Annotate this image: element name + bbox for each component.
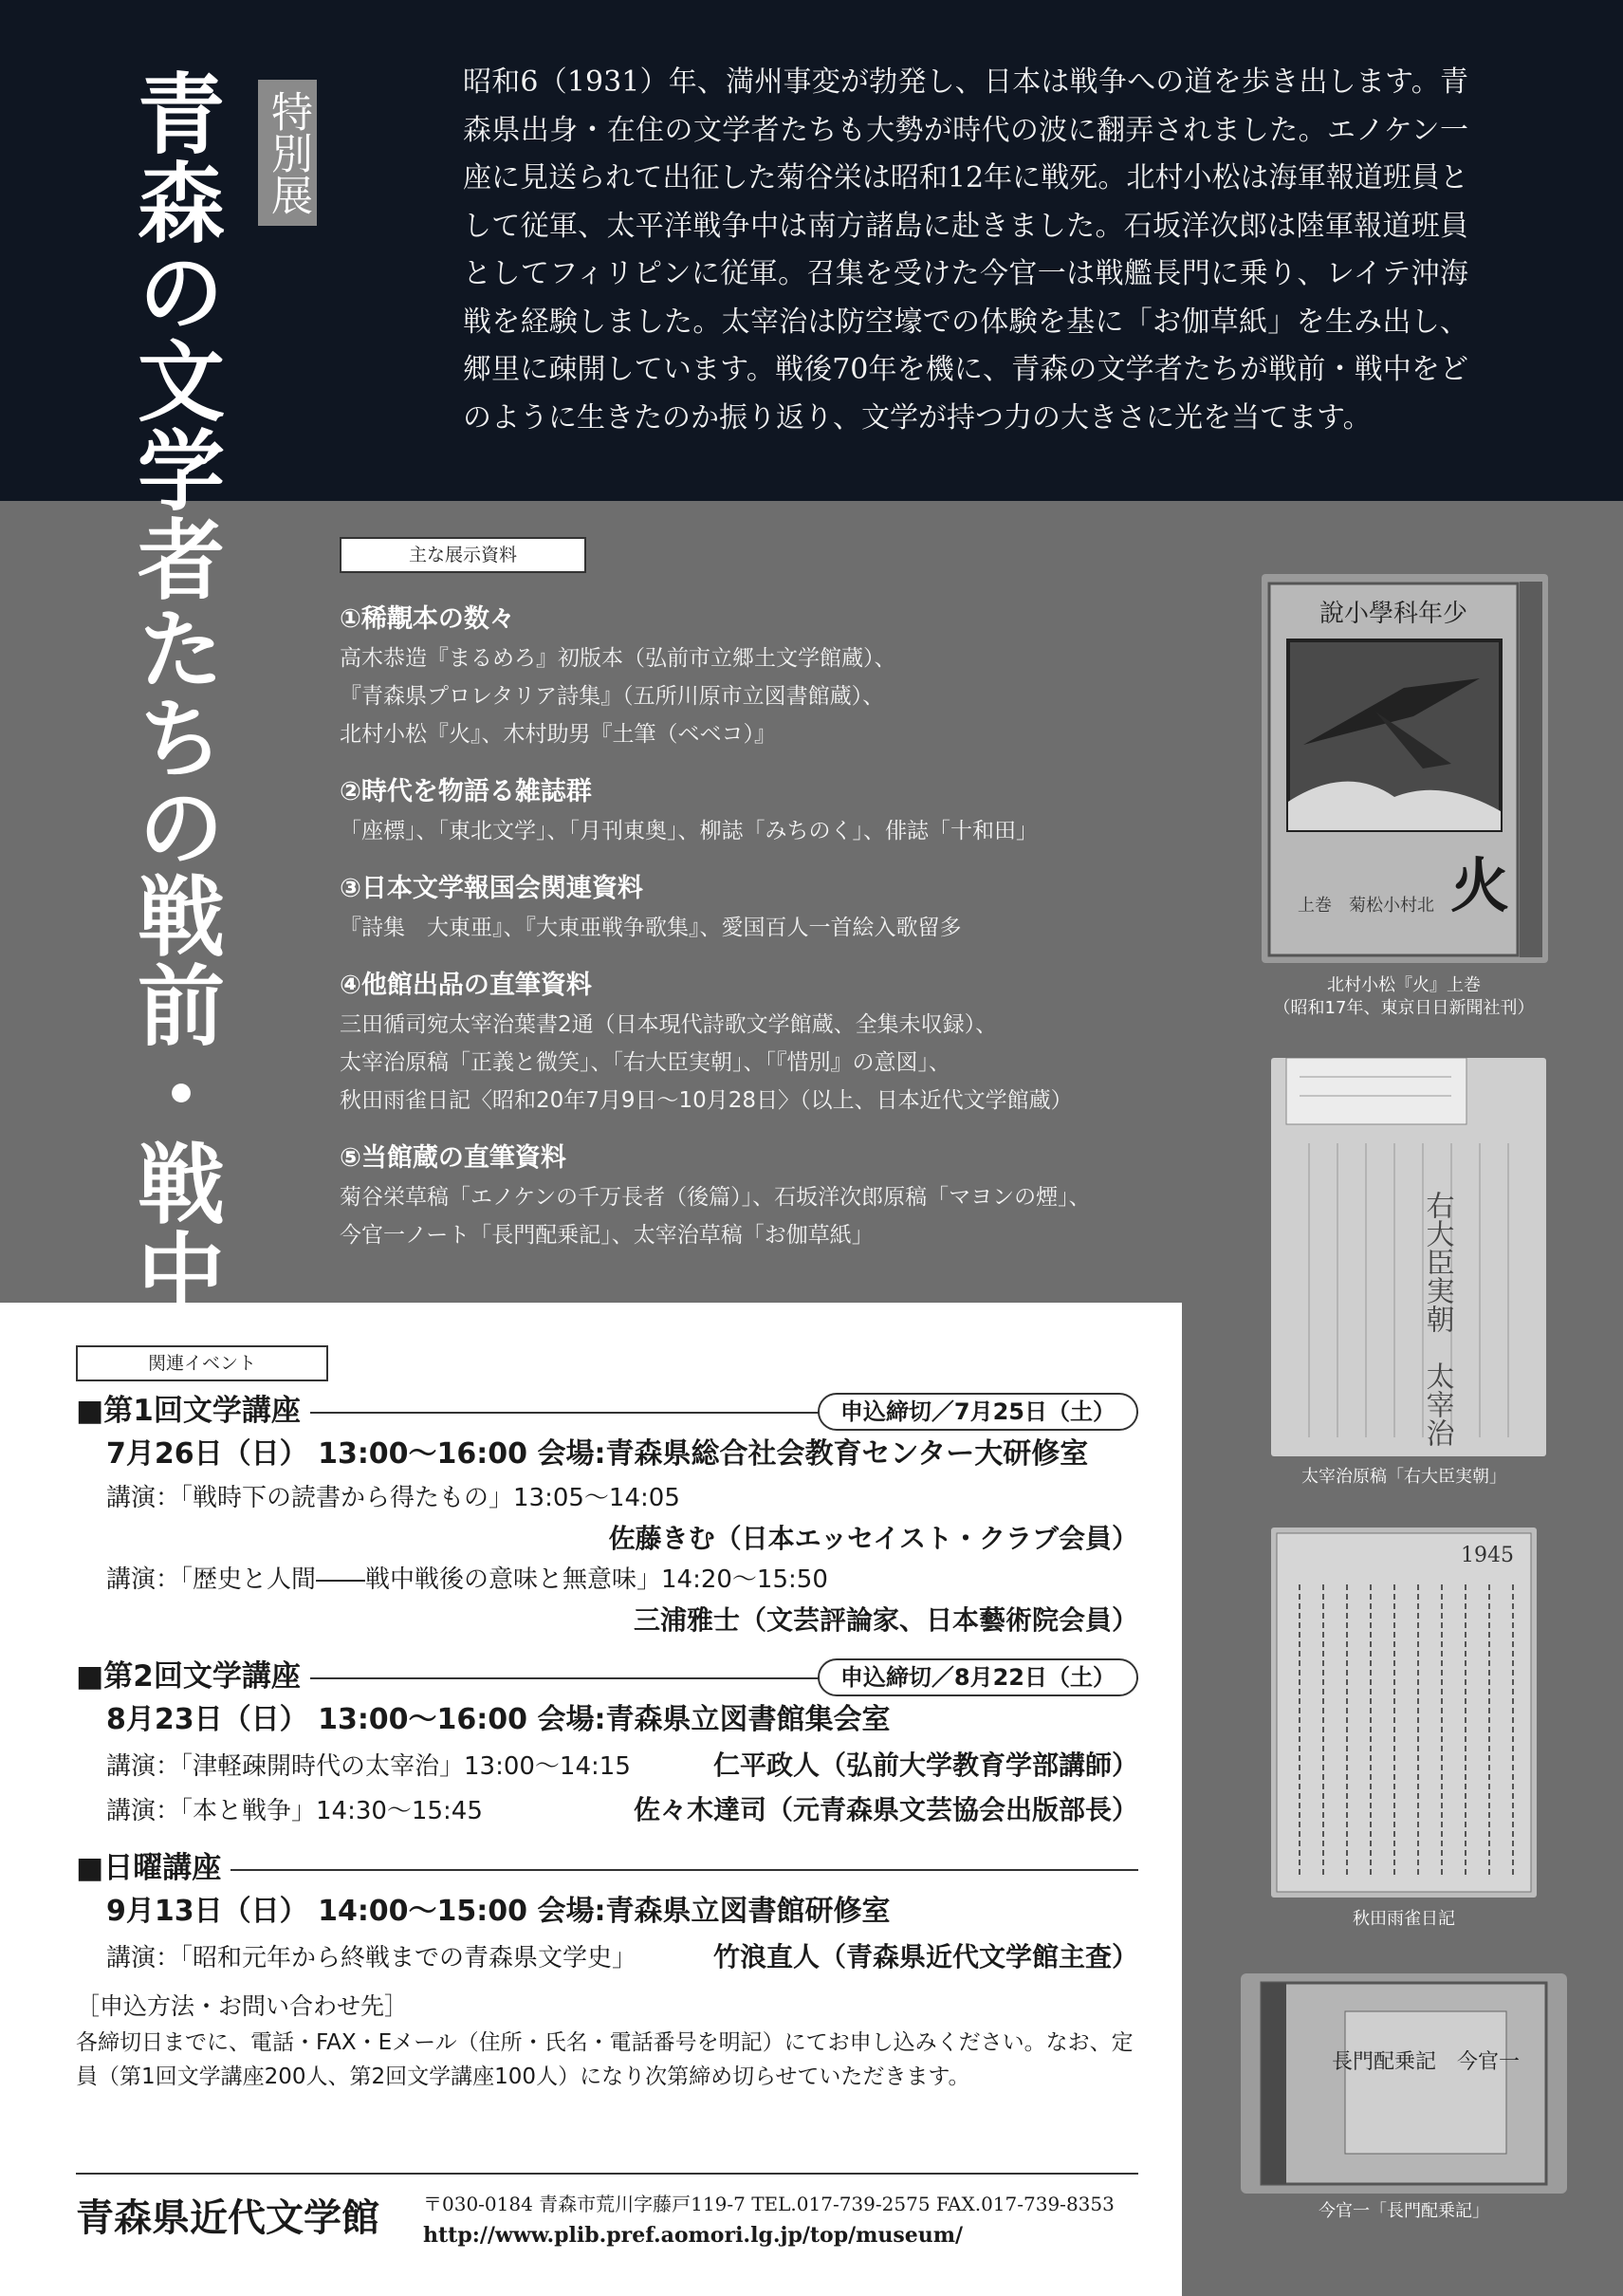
lecture2-talk1-row xyxy=(76,1744,1138,1788)
intro-text: 昭和6（1931）年、満州事変が勃発し、日本は戦争への道を歩き出します。青森県出身・在住の文学者たちも大勢が時代の波に翻弄されました。エノケン一座に見送られて出征した菊谷栄は昭和12年に戦死。北村小松は海軍報道班員として従軍、太平洋戦争中は南方諸島に赴きました。石坂洋次郎は陸軍報道班員としてフィリピンに従軍。召集を受けた今官一は戦艦長門に乗り、レイテ沖海戦を経験しました。太宰治は防空壕での体験を基に「お伽草紙」を生み出し、郷里に疎開しています。戦後70年を機に、青森の文学者たちが戦前・戦中をどのように生きたのか振り返り、文学が持つ力の大きさに光を当てます。 xyxy=(463,65,1468,435)
lecture1-speaker1: 佐藤きむ（日本エッセイスト・クラブ会員） xyxy=(608,1523,1138,1554)
exhibit-heading: ④他館出品の直筆資料 xyxy=(340,971,592,1000)
exhibit-group xyxy=(340,600,1174,753)
photo-caption: 秋田雨雀日記 xyxy=(1353,1909,1455,1929)
lecture1-datetime: 7月26日（日） 13:00〜16:00 会場:青森県総合社会教育センター大研修室 xyxy=(106,1437,1089,1471)
sunday-datetime: 9月13日（日） 14:00〜15:00 会場:青森県立図書館研修室 xyxy=(106,1895,891,1928)
exhibit-line: 「座標」、「東北文学」、「月刊東奥」、柳誌「みちのく」、俳誌「十和田」 xyxy=(340,819,1038,843)
lecture2-talk1: 講演：「津軽疎開時代の太宰治」13:00〜14:15 xyxy=(106,1752,631,1781)
museum-url[interactable]: http://www.plib.pref.aomori.lg.jp/top/museum/ xyxy=(423,2223,964,2248)
notebook-label: 長門配乗記 今官一 xyxy=(1331,2050,1521,2074)
exhibits-label: 主な展示資料 xyxy=(340,537,586,573)
museum-address: 〒030-0184 青森市荒川字藤戸119-7 TEL.017-739-2575 FAX.017-739-8353 xyxy=(423,2193,1115,2215)
exhibit-line: 高木恭造『まるめろ』初版本（弘前市立郷土文学館蔵）、 xyxy=(340,646,896,671)
exhibit-heading: ①稀覯本の数々 xyxy=(340,604,515,634)
footer-divider xyxy=(76,2173,1138,2175)
exhibition-title: 青森の文学者たちの戦前・戦中 xyxy=(123,68,226,1317)
lecture1-header xyxy=(76,1391,1138,1431)
exhibit-group xyxy=(340,869,1174,947)
lecture2-title: ■第2回文学講座 xyxy=(76,1657,310,1696)
book-hi-photo xyxy=(1262,574,1548,963)
exhibit-list xyxy=(340,600,1174,1273)
lecture2-talk2-row xyxy=(76,1788,1138,1833)
photo-caption: 太宰治原稿「右大臣実朝」 xyxy=(1301,1467,1506,1487)
book-cover-kanji: 火 xyxy=(1449,851,1510,920)
sunday-talk-row xyxy=(76,1935,1138,1980)
divider xyxy=(76,1869,1138,1871)
photo-caption: （昭和17年、東京日日新聞社刊） xyxy=(1273,998,1535,1018)
apply-text: 各締切日までに、電話・FAX・Eメール（住所・氏名・電話番号を明記）にてお申し込みください。なお、定員（第1回文学講座200人、第2回文学講座100人）になり次第締め切らせていただきます。 xyxy=(76,2030,1134,2089)
photo-caption: 今官一「長門配乗記」 xyxy=(1319,2201,1489,2221)
exhibit-line: 今官一ノート「長門配乗記」、太宰治草稿「お伽草紙」 xyxy=(340,1223,874,1248)
diary-photo xyxy=(1271,1528,1537,1898)
lecture2-header xyxy=(76,1657,1138,1696)
photo-caption: 北村小松『火』上巻 xyxy=(1327,975,1481,995)
book-cover-title: 說小學科年少 xyxy=(1319,600,1468,628)
manuscript-photo xyxy=(1271,1058,1546,1456)
events-section xyxy=(76,1391,1138,2094)
diary-year: 1945 xyxy=(1461,1544,1514,1567)
exhibit-line: 秋田雨雀日記〈昭和20年7月9日〜10月28日〉（以上、日本近代文学館蔵） xyxy=(340,1088,1073,1113)
lecture2-speaker1: 仁平政人（弘前大学教育学部講師） xyxy=(712,1750,1138,1781)
lecture1-talk2: 講演：「歴史と人間――戦中戦後の意味と無意味」14:20〜15:50 xyxy=(106,1565,828,1594)
lecture1-title: ■第1回文学講座 xyxy=(76,1391,310,1431)
exhibit-group xyxy=(340,772,1174,850)
events-label: 関連イベント xyxy=(76,1345,328,1381)
exhibit-group xyxy=(340,966,1174,1120)
exhibit-line: 『青森県プロレタリア詩集』（五所川原市立図書館蔵）、 xyxy=(340,684,885,709)
exhibit-line: 北村小松『火』、木村助男『土筆（ベベコ）』 xyxy=(340,722,776,747)
museum-name: 青森県近代文学館 xyxy=(76,2195,379,2240)
lecture2-speaker2: 佐々木達司（元青森県文芸協会出版部長） xyxy=(633,1794,1138,1825)
exhibit-line: 菊谷栄草稿「エノケンの千万長者（後篇）」、石坂洋次郎原稿「マヨンの煙」、 xyxy=(340,1185,1091,1210)
lecture2-talk2: 講演：「本と戦争」14:30〜15:45 xyxy=(106,1797,483,1825)
special-exhibition-tag: 特別展 xyxy=(258,80,317,226)
book-cover-subtitle: 上巻 菊松小村北 xyxy=(1298,896,1434,916)
notebook-photo xyxy=(1241,1973,1567,2194)
lecture1-speaker2: 三浦雅士（文芸評論家、日本藝術院会員） xyxy=(633,1604,1138,1636)
sunday-title: ■日曜講座 xyxy=(76,1848,231,1888)
exhibit-heading: ③日本文学報国会関連資料 xyxy=(340,874,643,903)
exhibit-line: 三田循司宛太宰治葉書2通（日本現代詩歌文学館蔵、全集未収録）、 xyxy=(340,1012,998,1037)
apply-heading: ［申込方法・お問い合わせ先］ xyxy=(76,1992,409,2020)
exhibit-heading: ②時代を物語る雑誌群 xyxy=(340,777,592,806)
sunday-header xyxy=(76,1848,1138,1888)
exhibit-heading: ⑤当館蔵の直筆資料 xyxy=(340,1143,566,1173)
exhibit-line: 『詩集 大東亜』、『大東亜戦争歌集』、愛国百人一首絵入歌留多 xyxy=(340,916,962,940)
exhibit-line: 太宰治原稿「正義と微笑」、「右大臣実朝」、「『惜別』の意図」、 xyxy=(340,1050,950,1075)
lecture2-deadline-badge: 申込締切／8月22日（土） xyxy=(818,1658,1138,1696)
manuscript-text: 右大臣実朝 太宰治 xyxy=(1420,1191,1454,1447)
sunday-talk1: 講演：「昭和元年から終戦までの青森県文学史」 xyxy=(106,1944,637,1972)
exhibit-group xyxy=(340,1139,1174,1254)
lecture1-talk1: 講演：「戦時下の読書から得たもの」13:05〜14:05 xyxy=(106,1484,680,1512)
lecture2-datetime: 8月23日（日） 13:00〜16:00 会場:青森県立図書館集会室 xyxy=(106,1703,891,1736)
lecture1-deadline-badge: 申込締切／7月25日（土） xyxy=(818,1393,1138,1431)
sunday-speaker1: 竹浪直人（青森県近代文学館主査） xyxy=(712,1941,1138,1972)
